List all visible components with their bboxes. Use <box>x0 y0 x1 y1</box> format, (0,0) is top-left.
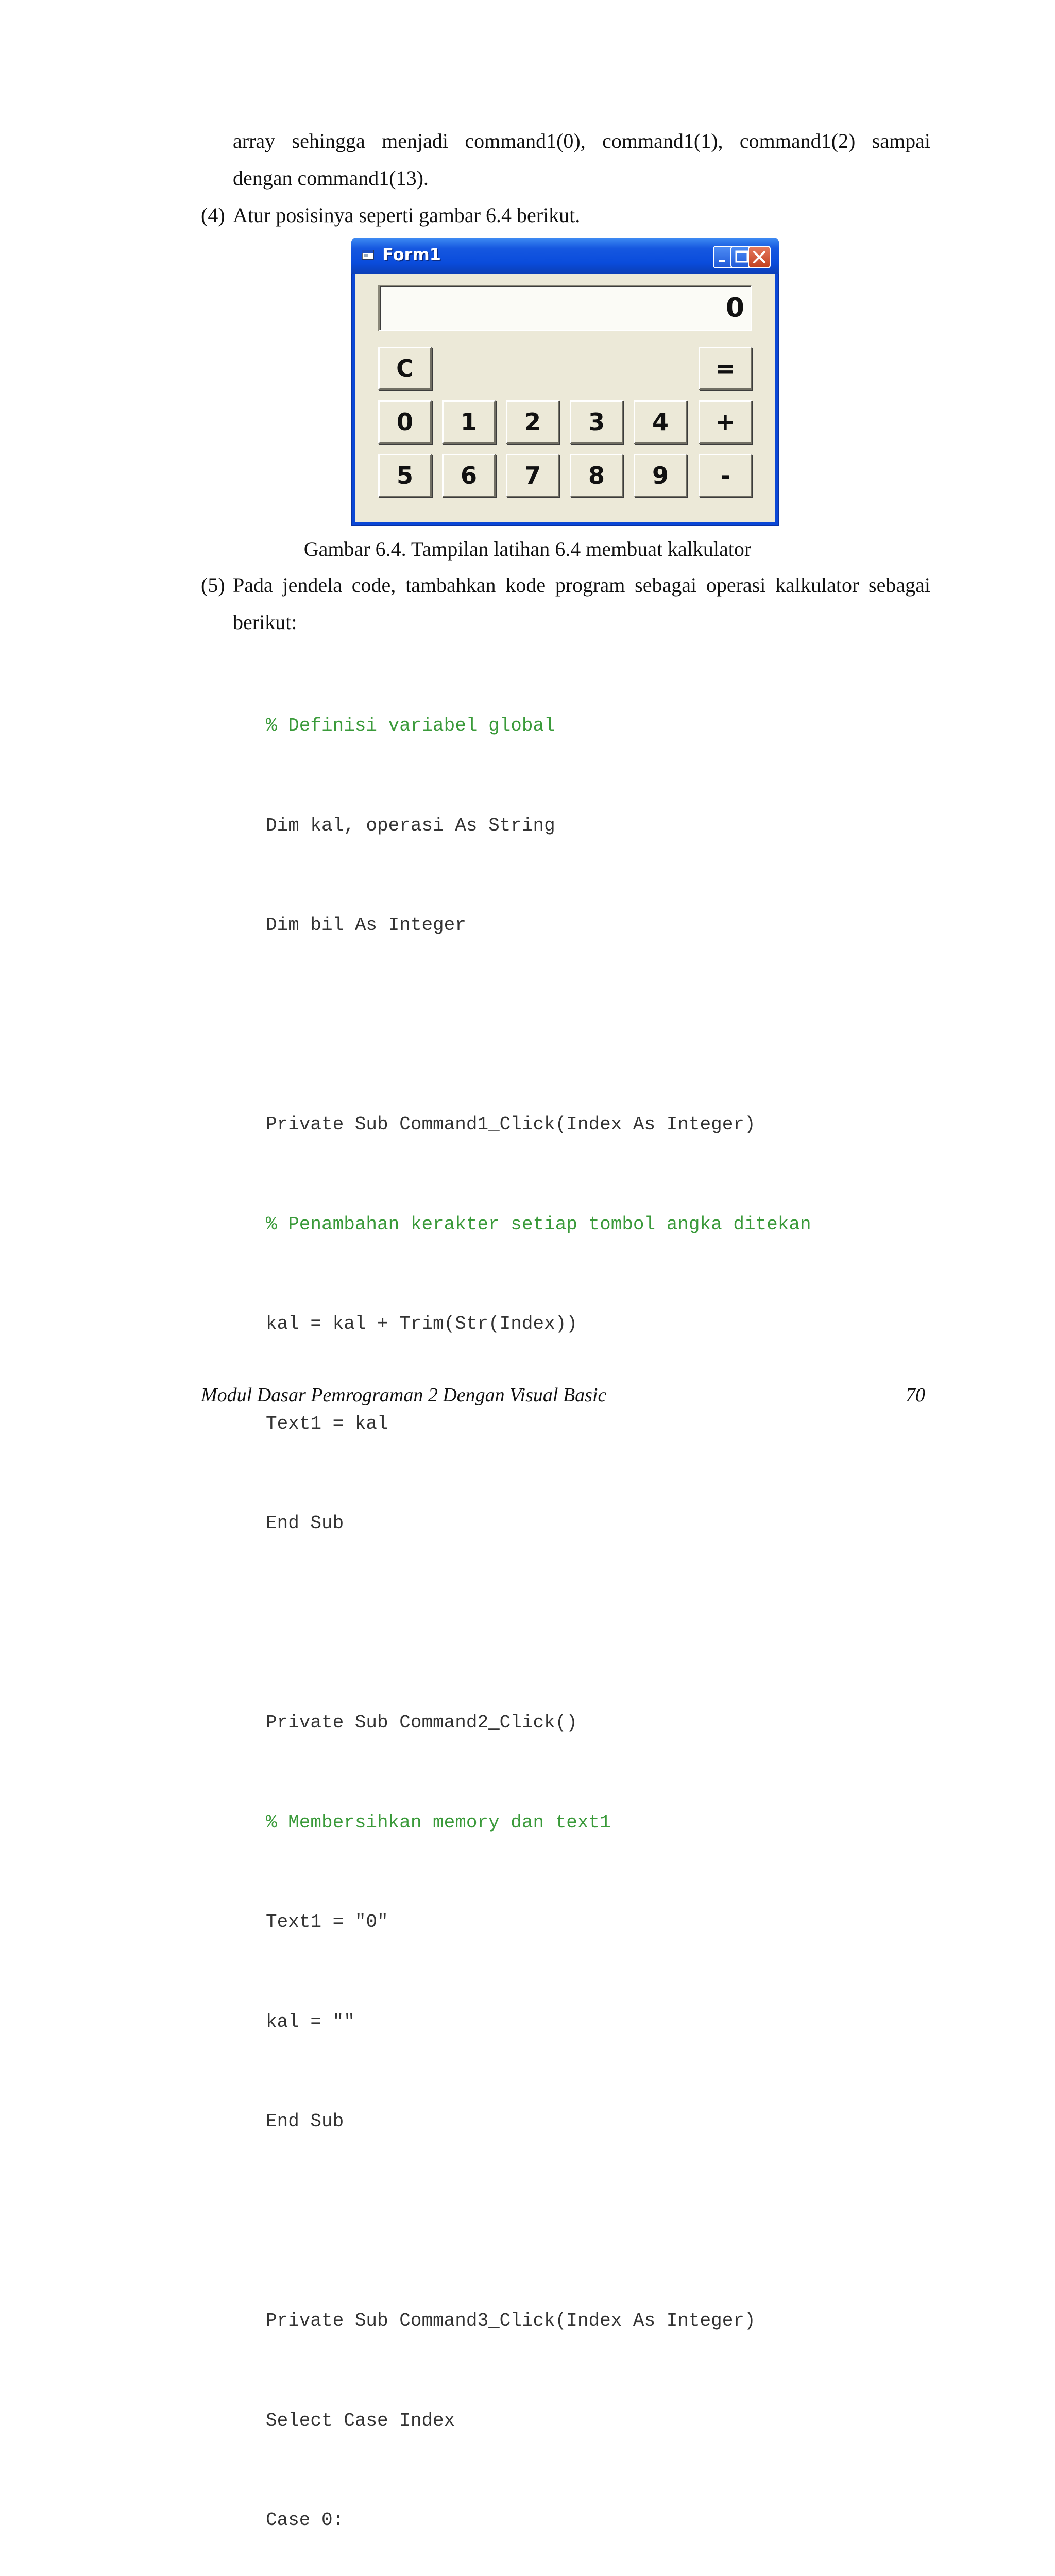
close-icon <box>749 247 770 267</box>
code-line: Private Sub Command2_Click() <box>266 1712 577 1733</box>
code-comment: % Penambahan kerakter setiap tombol angka ditekan <box>266 1213 811 1235</box>
digit-4-button[interactable]: 4 <box>634 400 687 444</box>
code-line: kal = "" <box>266 2011 355 2032</box>
step-5-line-2: berikut: <box>233 611 297 634</box>
code-blank-line <box>266 1009 811 1042</box>
digit-5-button[interactable]: 5 <box>378 454 432 497</box>
step-4-number: (4) <box>201 204 225 227</box>
intro-line-1: array sehingga menjadi command1(0), command1(1), command1(2) sampai <box>233 129 930 152</box>
digit-7-button[interactable]: 7 <box>506 454 559 497</box>
code-line: Text1 = kal <box>266 1413 388 1434</box>
intro-line-2: dengan command1(13). <box>233 166 429 190</box>
code-line: Private Sub Command1_Click(Index As Integer) <box>266 1114 756 1135</box>
code-line: Select Case Index <box>266 2410 455 2431</box>
window-title: Form1 <box>382 245 441 264</box>
code-blank-line <box>266 2205 811 2239</box>
code-listing <box>266 643 811 2576</box>
form-client-area <box>355 274 775 522</box>
title-bar[interactable] <box>351 238 779 274</box>
digit-1-button[interactable]: 1 <box>442 400 496 444</box>
code-comment: % Definisi variabel global <box>266 715 555 736</box>
code-line: Dim bil As Integer <box>266 914 466 936</box>
minus-button[interactable]: - <box>699 454 752 497</box>
step-5-line-1: Pada jendela code, tambahkan kode program sebagai operasi kalkulator sebagai <box>233 573 930 597</box>
code-line: End Sub <box>266 2111 344 2132</box>
code-line: Dim kal, operasi As String <box>266 815 555 836</box>
footer-title: Modul Dasar Pemrograman 2 Dengan Visual Basic <box>201 1384 607 1406</box>
code-line: Case 0: <box>266 2510 344 2531</box>
digit-8-button[interactable]: 8 <box>570 454 623 497</box>
digit-3-button[interactable]: 3 <box>570 400 623 444</box>
digit-0-button[interactable]: 0 <box>378 400 432 444</box>
code-blank-line <box>266 1607 811 1640</box>
close-button[interactable] <box>748 246 771 268</box>
code-line: Text1 = "0" <box>266 1911 388 1933</box>
step-4-text: Atur posisinya seperti gambar 6.4 berikut. <box>233 204 581 227</box>
digit-9-button[interactable]: 9 <box>634 454 687 497</box>
code-line: End Sub <box>266 1513 344 1534</box>
figure-caption: Gambar 6.4. Tampilan latihan 6.4 membuat kalkulator <box>303 537 752 561</box>
plus-button[interactable]: + <box>699 400 752 444</box>
step-5-number: (5) <box>201 573 225 597</box>
digit-6-button[interactable]: 6 <box>442 454 496 497</box>
code-line: Private Sub Command3_Click(Index As Integer) <box>266 2310 756 2331</box>
text1-display[interactable]: 0 <box>378 285 752 331</box>
form-icon <box>362 249 375 260</box>
clear-button[interactable]: C <box>378 347 432 390</box>
page-number: 70 <box>906 1384 925 1406</box>
code-comment: % Membersihkan memory dan text1 <box>266 1811 611 1833</box>
form1-window <box>351 238 779 526</box>
code-line: kal = kal + Trim(Str(Index)) <box>266 1313 577 1334</box>
equals-button[interactable]: = <box>699 347 752 390</box>
digit-2-button[interactable]: 2 <box>506 400 559 444</box>
